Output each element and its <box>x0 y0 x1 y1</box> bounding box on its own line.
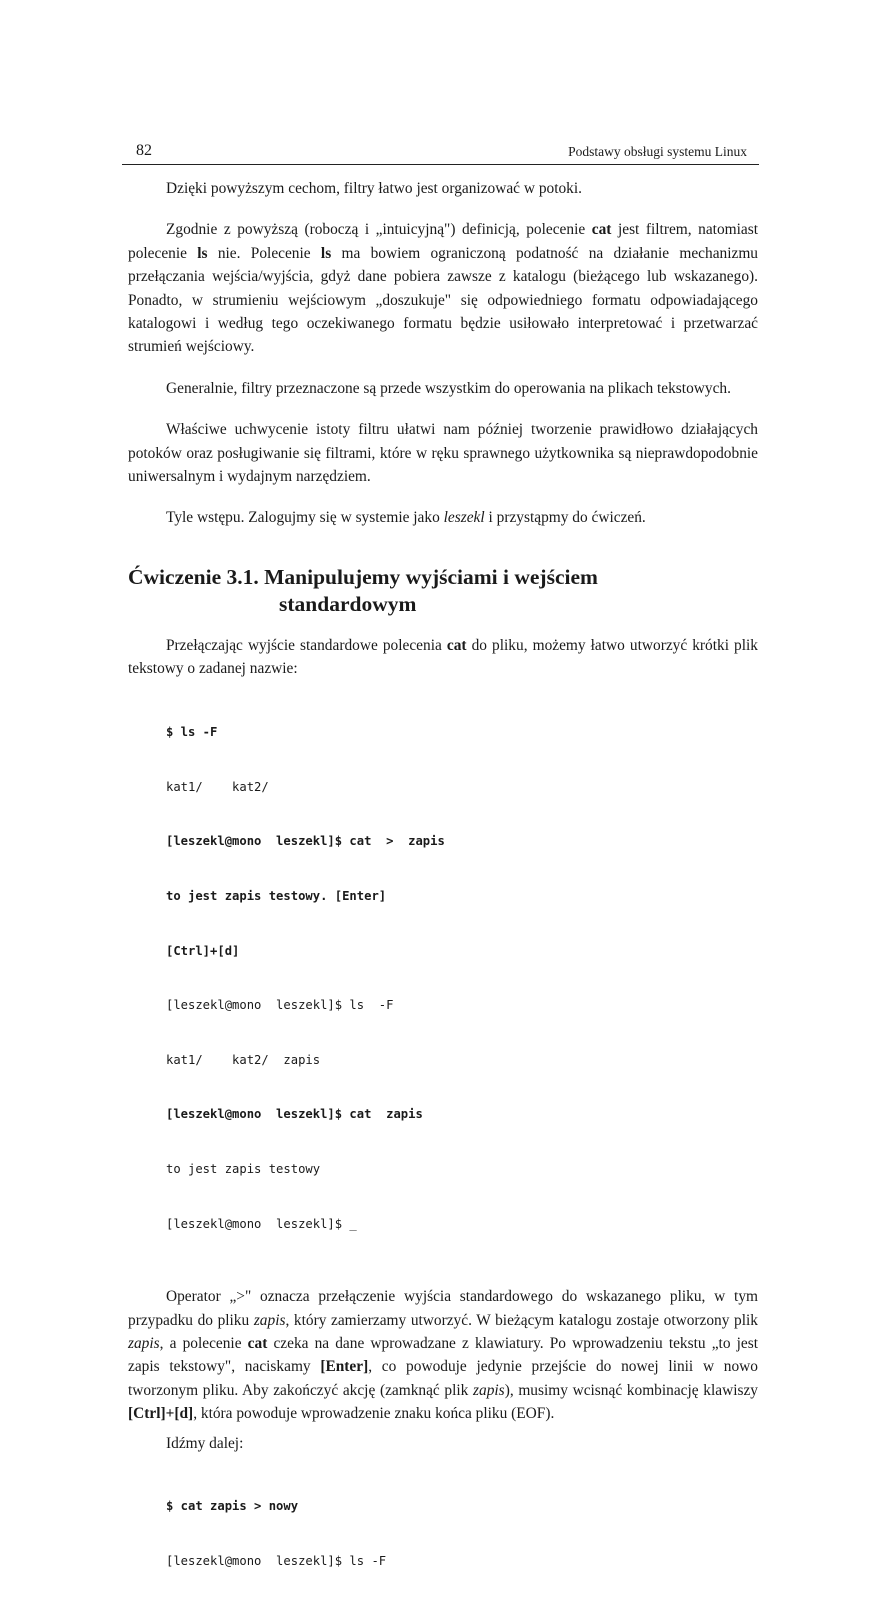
command-ls: ls <box>197 244 208 262</box>
filename: zapis <box>253 1311 286 1329</box>
filename: zapis <box>473 1381 505 1399</box>
paragraph-cat-filter-definition: Zgodnie z powyższą (roboczą i „intuicyjną") definicją, polecenie cat jest filtrem, natomiast polecenie ls nie. Polecenie ls ma bowiem ograniczoną podatność na działanie mechanizmu przełączania wejścia/wyjścia, gdyż dane pobiera zawsze z katalogu (bieżącego lub wskazanego). Ponadto, w strumieniu wejściowym „doszukuje" się odpowiedniego formatu odpowiadającego katalogowi i według tego oczekiwanego formatu będzie usiłowało interpretować i przetwarzać strumień wejściowy. <box>128 221 758 356</box>
code-line: [leszekl@mono leszekl]$ ls -F <box>166 998 394 1013</box>
key-enter: [Enter] <box>320 1358 369 1376</box>
running-title: Podstawy obsługi systemu Linux <box>568 144 747 159</box>
code-line: [leszekl@mono leszekl]$ cat zapis <box>166 1107 423 1122</box>
key-ctrl-d: [Ctrl]+[d] <box>128 1405 194 1423</box>
command-ls: ls <box>320 244 332 262</box>
code-line: to jest zapis testowy <box>166 1161 321 1176</box>
code-line: [leszekl@mono leszekl]$ ls -F <box>166 1554 387 1569</box>
code-line: [leszekl@mono leszekl]$ cat > zapis <box>166 834 445 849</box>
section-heading: Ćwiczenie 3.1. Manipulujemy wyjściami i wejściem standardowym <box>128 564 598 616</box>
paragraph-filters-pipes: Dzięki powyższym cechom, filtry łatwo jest organizować w potoki. <box>166 180 583 197</box>
code-line: kat1/ kat2/ zapis <box>166 1052 321 1067</box>
command-cat: cat <box>591 221 612 239</box>
code-line: [leszekl@mono leszekl]$ _ <box>166 1216 357 1231</box>
code-block-1 <box>166 687 758 1270</box>
code-line: $ ls -F <box>166 725 218 740</box>
paragraph-login: Tyle wstępu. Zalogujmy się w systemie jako leszekl i przystąpmy do ćwiczeń. <box>166 509 646 527</box>
code-line: [Ctrl]+[d] <box>166 943 240 958</box>
paragraph-text-files: Generalnie, filtry przeznaczone są przede wszystkim do operowania na plikach tekstowych. <box>166 379 731 397</box>
page-number: 82 <box>136 142 152 159</box>
paragraph-next: Idźmy dalej: <box>166 1434 244 1452</box>
code-block-2 <box>166 1461 758 1607</box>
page-header <box>122 142 759 165</box>
code-line: to jest zapis testowy. [Enter] <box>166 888 387 903</box>
code-line: $ cat zapis > nowy <box>166 1499 299 1514</box>
filename: zapis <box>128 1335 160 1352</box>
paragraph-intro: Przełączając wyjście standardowe polecenia cat do pliku, możemy łatwo utworzyć krótki plik tekstowy o zadanej nazwie: <box>128 636 758 678</box>
paragraph-filter-essence: Właściwe uchwycenie istoty filtru ułatwi nam później tworzenie prawidłowo działających potoków oraz posługiwanie się filtrami, które w ręku sprawnego użytkownika są nieprawdopodobnie uniwersalnym i wydajnym narzędziem. <box>128 421 758 486</box>
username: leszekl <box>443 509 485 527</box>
paragraph-explanation: Operator „>" oznacza przełączenie wyjścia standardowego do wskazanego pliku, w tym przypadku do pliku zapis, który zamierzamy utworzyć. W bieżącym katalogu zostaje otworzony plik zapis, a polecenie cat czeka na dane wprowadzane z klawiatury. Po wprowadzeniu tekstu „to jest zapis tekstowy", naciskamy [Enter], co powoduje jedynie przejście do nowej linii w nowo tworzonym pliku. Aby zakończyć akcję (zamknąć plik zapis), musimy wcisnąć kombinację klawiszy [Ctrl]+[d], która powoduje wprowadzenie znaku końca pliku (EOF). <box>128 1288 759 1423</box>
command-cat: cat <box>247 1335 268 1352</box>
page-body <box>128 177 758 1623</box>
command-cat: cat <box>446 636 467 654</box>
code-line: kat1/ kat2/ <box>166 779 269 794</box>
